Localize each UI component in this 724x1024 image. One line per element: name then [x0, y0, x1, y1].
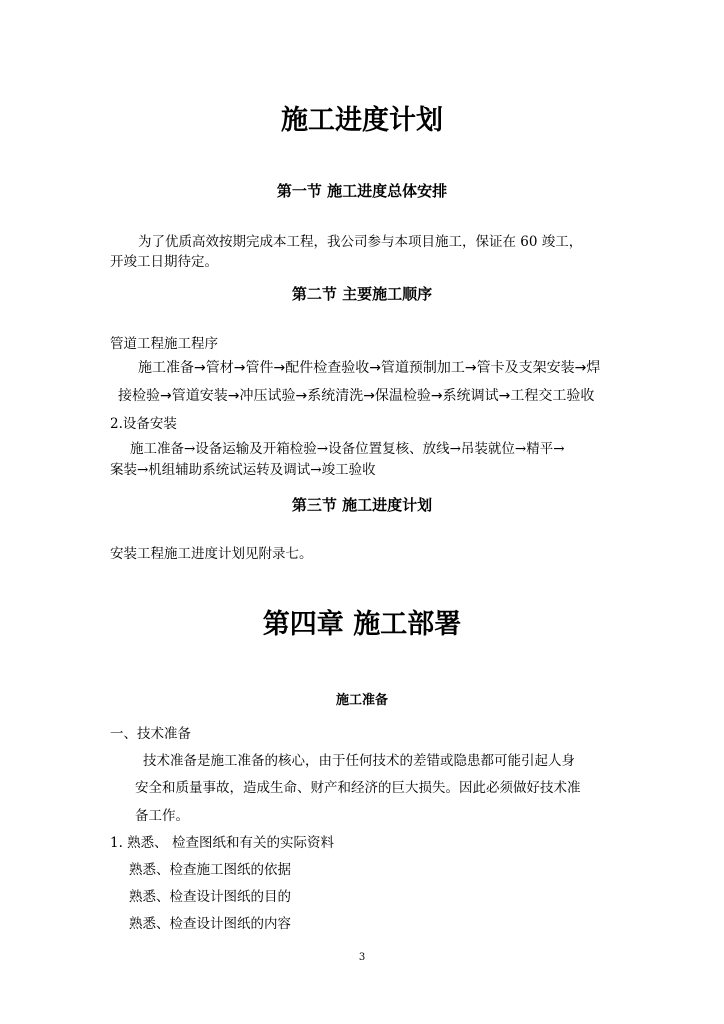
sub-item-purpose: 熟悉、检查设计图纸的目的 [129, 889, 291, 905]
pipeline-flow-line-2: 接检验→管道安装→冲压试验→系统清洗→保温检验→系统调试→工程交工验收 [118, 388, 595, 404]
section-1-heading: 第一节 施工进度总体安排 [276, 182, 448, 200]
section-3-heading: 第三节 施工进度计划 [291, 496, 433, 514]
section-2-heading: 第二节 主要施工顺序 [291, 285, 433, 303]
chapter-title: 第四章 施工部署 [262, 609, 462, 640]
equipment-flow-line-2: 案装→机组辅助系统试运转及调试→竣工验收 [110, 462, 376, 478]
equipment-install-label: 2.设备安装 [110, 416, 177, 432]
pipeline-flow-line-1: 施工准备→管材→管件→配件检查验收→管道预制加工→管卡及支架安装→焊 [138, 360, 601, 376]
pipeline-procedure-label: 管道工程施工程序 [110, 336, 218, 352]
tech-prep-paragraph-line-2: 安全和质量事故，造成生命、财产和经济的巨大损失。因此必须做好技术准 [135, 780, 581, 796]
section-1-paragraph-line-2: 开竣工日期待定。 [110, 254, 218, 270]
document-title: 施工进度计划 [281, 105, 443, 136]
page-number: 3 [358, 952, 366, 963]
list-item-1: 1. 熟悉、 检查图纸和有关的实际资料 [110, 835, 334, 851]
tech-prep-heading: 一、技术准备 [110, 726, 191, 742]
section-3-paragraph: 安装工程施工进度计划见附录七。 [110, 546, 313, 562]
tech-prep-paragraph-line-3: 备工作。 [135, 808, 189, 824]
sub-item-basis: 熟悉、检查施工图纸的依据 [129, 862, 291, 878]
section-1-paragraph-line-1: 为了优质高效按期完成本工程，我公司参与本项目施工，保证在 60 竣工， [138, 234, 583, 250]
equipment-flow-line-1: 施工准备→设备运输及开箱检验→设备位置复核、放线→吊装就位→精平→ [130, 441, 565, 457]
sub-item-content: 熟悉、检查设计图纸的内容 [129, 916, 291, 932]
chapter-subheading: 施工准备 [335, 693, 388, 708]
tech-prep-paragraph-line-1: 技术准备是施工准备的核心，由于任何技术的差错或隐患都可能引起人身 [143, 753, 575, 769]
